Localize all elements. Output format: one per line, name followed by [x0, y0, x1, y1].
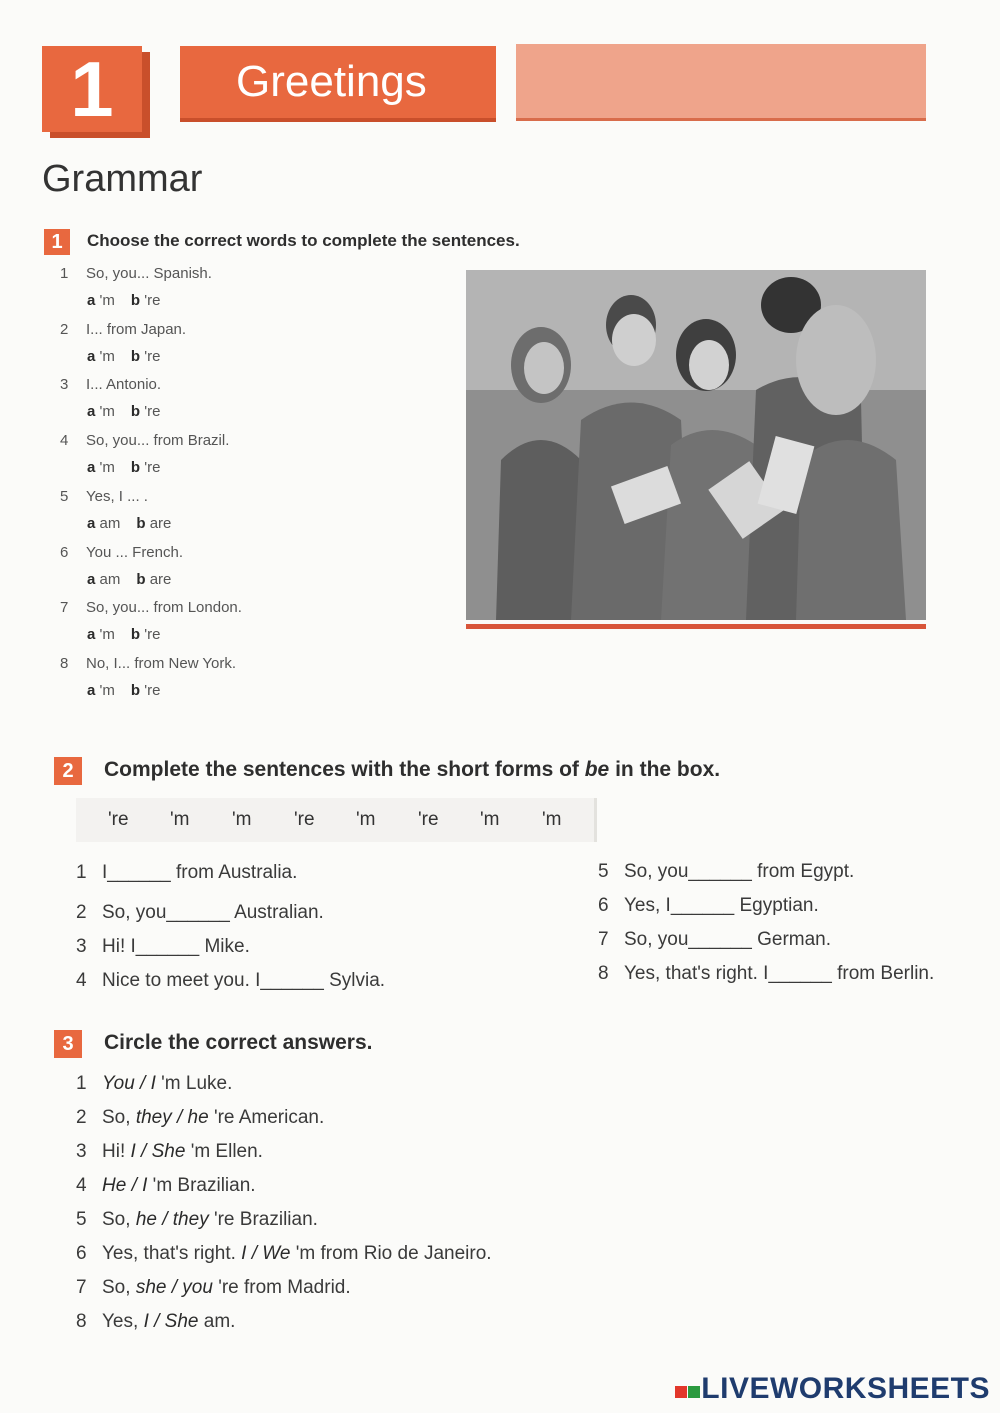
exercise-2-number: 2 — [54, 757, 82, 785]
exercise-3-item — [76, 1243, 492, 1265]
item-number: 2 — [76, 1107, 87, 1128]
item-number: 4 — [60, 432, 69, 450]
exercise-1-options — [87, 403, 160, 420]
option-a-letter: a — [87, 292, 96, 309]
item-number: 4 — [76, 970, 87, 991]
item-suffix: 're from Madrid. — [212, 1277, 351, 1298]
item-number: 1 — [60, 265, 69, 282]
exercise-1-options — [87, 292, 160, 309]
item-sentence: Yes, that's right. I______ from Berlin. — [624, 963, 935, 984]
item-number: 1 — [76, 862, 87, 883]
exercise-3-item — [76, 1277, 351, 1299]
exercise-3-item — [76, 1175, 256, 1197]
item-sentence: Nice to meet you. I______ Sylvia. — [102, 970, 386, 991]
item-number: 7 — [60, 599, 69, 617]
option-b: 're — [144, 292, 161, 309]
item-number: 2 — [60, 320, 69, 338]
item-suffix: 'm Brazilian. — [147, 1175, 256, 1196]
logo-tile-icon — [688, 1386, 700, 1398]
item-prefix: So, — [102, 1277, 136, 1298]
item-suffix: 'm from Rio de Janeiro. — [290, 1243, 492, 1264]
option-b-letter: b — [136, 570, 146, 588]
item-number: 6 — [60, 543, 69, 561]
item-sentence: So, you... from London. — [86, 599, 242, 617]
option-b: 're — [144, 681, 161, 699]
option-a: 'm — [99, 292, 115, 309]
liveworksheets-logo — [675, 1372, 990, 1406]
exercise-2-instruction — [104, 758, 720, 782]
exercise-2-item — [598, 929, 831, 951]
exercise-2-instruction-end: in the box. — [609, 758, 721, 781]
section-title: Grammar — [42, 158, 203, 200]
word-box-item: 'm — [232, 809, 252, 830]
word-box-item: 'm — [480, 809, 500, 830]
item-number: 6 — [76, 1243, 87, 1264]
logo-text: LIVEWORKSHEETS — [701, 1372, 990, 1405]
exercise-1-item — [60, 655, 236, 672]
item-prefix: So, — [102, 1107, 136, 1128]
exercise-1-item — [60, 599, 242, 616]
exercise-1-options — [87, 626, 160, 643]
answer-choice: You / I — [102, 1073, 156, 1094]
item-number: 7 — [598, 929, 609, 950]
item-sentence: So, you... from Brazil. — [86, 432, 230, 450]
exercise-3-item — [76, 1073, 232, 1095]
exercise-2-item — [76, 902, 324, 924]
answer-choice: she / you — [135, 1277, 213, 1298]
exercise-1-item — [60, 376, 161, 393]
exercise-1-item — [60, 488, 148, 505]
item-prefix: So, — [102, 1209, 136, 1230]
exercise-1-item — [60, 544, 183, 561]
item-sentence: Hi! I______ Mike. — [102, 936, 250, 957]
option-a-letter: a — [87, 403, 96, 421]
item-sentence: So, you... Spanish. — [86, 265, 212, 282]
word-box-item: 'm — [542, 809, 562, 830]
item-number: 8 — [76, 1311, 87, 1332]
students-photo — [466, 270, 926, 620]
item-sentence: Yes, I ... . — [86, 487, 148, 505]
exercise-3-item — [76, 1141, 263, 1163]
exercise-2-item — [598, 861, 854, 883]
option-a: 'm — [99, 459, 115, 477]
answer-choice: I / We — [241, 1243, 291, 1264]
item-sentence: You ... French. — [86, 543, 184, 561]
photo-divider — [466, 624, 926, 629]
exercise-3-instruction: Circle the correct answers. — [104, 1031, 373, 1054]
option-a: 'm — [99, 681, 115, 699]
unit-number-badge: 1 — [42, 46, 142, 132]
option-b-letter: b — [130, 626, 141, 644]
option-b: are — [149, 514, 172, 532]
exercise-1-item — [60, 265, 212, 282]
item-number: 2 — [76, 902, 87, 923]
exercise-1-item — [60, 321, 186, 338]
exercise-1-options — [87, 682, 160, 699]
item-number: 5 — [598, 861, 609, 882]
answer-choice: He / I — [102, 1175, 148, 1196]
item-number: 7 — [76, 1277, 87, 1298]
option-b-letter: b — [130, 347, 141, 365]
option-b: are — [149, 570, 172, 588]
option-a-letter: a — [87, 681, 96, 699]
item-number: 6 — [598, 895, 609, 916]
item-number: 8 — [60, 654, 69, 672]
exercise-2-item — [76, 970, 385, 992]
item-prefix: Yes, — [102, 1311, 144, 1332]
banner-decoration — [516, 44, 926, 121]
exercise-1-options — [87, 348, 160, 365]
exercise-3-item — [76, 1311, 235, 1333]
unit-title-banner: Greetings — [180, 46, 496, 118]
item-number: 3 — [76, 936, 87, 957]
word-box — [76, 798, 597, 842]
item-number: 5 — [60, 487, 69, 505]
logo-tile-icon — [675, 1386, 687, 1398]
option-a-letter: a — [87, 459, 96, 477]
option-a: 'm — [99, 347, 115, 365]
word-box-item: 're — [294, 809, 315, 830]
exercise-1-options — [87, 515, 171, 532]
item-number: 3 — [76, 1141, 87, 1162]
item-suffix: 'm Luke. — [155, 1073, 233, 1094]
item-sentence: I______ from Australia. — [102, 862, 298, 883]
exercise-1-instruction: Choose the correct words to complete the sentences. — [87, 231, 520, 250]
option-b-letter: b — [130, 292, 141, 309]
option-a-letter: a — [87, 347, 96, 365]
option-b: 're — [144, 347, 161, 365]
option-a-letter: a — [87, 514, 96, 532]
answer-choice: I / She — [130, 1141, 186, 1162]
item-suffix: 're Brazilian. — [208, 1209, 318, 1230]
item-prefix: Hi! — [102, 1141, 131, 1162]
item-number: 5 — [76, 1209, 87, 1230]
word-box-item: 'm — [356, 809, 376, 830]
item-number: 8 — [598, 963, 609, 984]
students-photo-illustration — [466, 270, 926, 620]
option-a: 'm — [99, 626, 115, 644]
item-suffix: am. — [198, 1311, 236, 1332]
word-box-item: 'm — [170, 809, 190, 830]
option-b-letter: b — [130, 403, 141, 421]
option-a: 'm — [99, 403, 115, 421]
option-b: 're — [144, 403, 161, 421]
item-sentence: So, you______ Australian. — [102, 902, 324, 923]
exercise-1-number: 1 — [44, 229, 70, 255]
exercise-1-options — [87, 459, 160, 476]
item-sentence: I... from Japan. — [86, 320, 187, 338]
word-box-item: 're — [418, 809, 439, 830]
exercise-2-instruction-start: Complete the sentences with the short forms of — [104, 758, 585, 781]
exercise-3-number: 3 — [54, 1030, 82, 1058]
item-number: 1 — [76, 1073, 87, 1094]
exercise-2-instruction-emphasis: be — [584, 758, 610, 781]
option-a-letter: a — [87, 626, 96, 644]
option-b: 're — [144, 459, 161, 477]
option-b-letter: b — [130, 459, 141, 477]
answer-choice: they / he — [135, 1107, 209, 1128]
item-sentence: Yes, I______ Egyptian. — [624, 895, 819, 916]
item-suffix: 're American. — [208, 1107, 325, 1128]
item-suffix: 'm Ellen. — [185, 1141, 263, 1162]
item-prefix: Yes, that's right. — [102, 1243, 242, 1264]
option-b-letter: b — [136, 514, 146, 532]
word-box-item: 're — [108, 809, 129, 830]
item-sentence: So, you______ German. — [624, 929, 832, 950]
option-a: am — [99, 514, 121, 532]
option-b-letter: b — [130, 681, 141, 699]
exercise-2-item — [76, 862, 297, 884]
option-a: am — [99, 570, 121, 588]
exercise-2-item — [598, 963, 934, 985]
exercise-2-item — [76, 936, 250, 958]
item-sentence: So, you______ from Egypt. — [624, 861, 855, 882]
answer-choice: he / they — [135, 1209, 209, 1230]
exercise-3-item — [76, 1209, 318, 1231]
item-sentence: No, I... from New York. — [86, 654, 237, 672]
item-number: 3 — [60, 376, 69, 394]
option-b: 're — [144, 626, 161, 644]
exercise-1-item — [60, 432, 229, 449]
option-a-letter: a — [87, 570, 96, 588]
item-number: 4 — [76, 1175, 87, 1196]
answer-choice: I / She — [143, 1311, 199, 1332]
item-sentence: I... Antonio. — [86, 376, 162, 394]
exercise-3-item — [76, 1107, 324, 1129]
exercise-2-item — [598, 895, 819, 917]
exercise-1-options — [87, 571, 171, 588]
